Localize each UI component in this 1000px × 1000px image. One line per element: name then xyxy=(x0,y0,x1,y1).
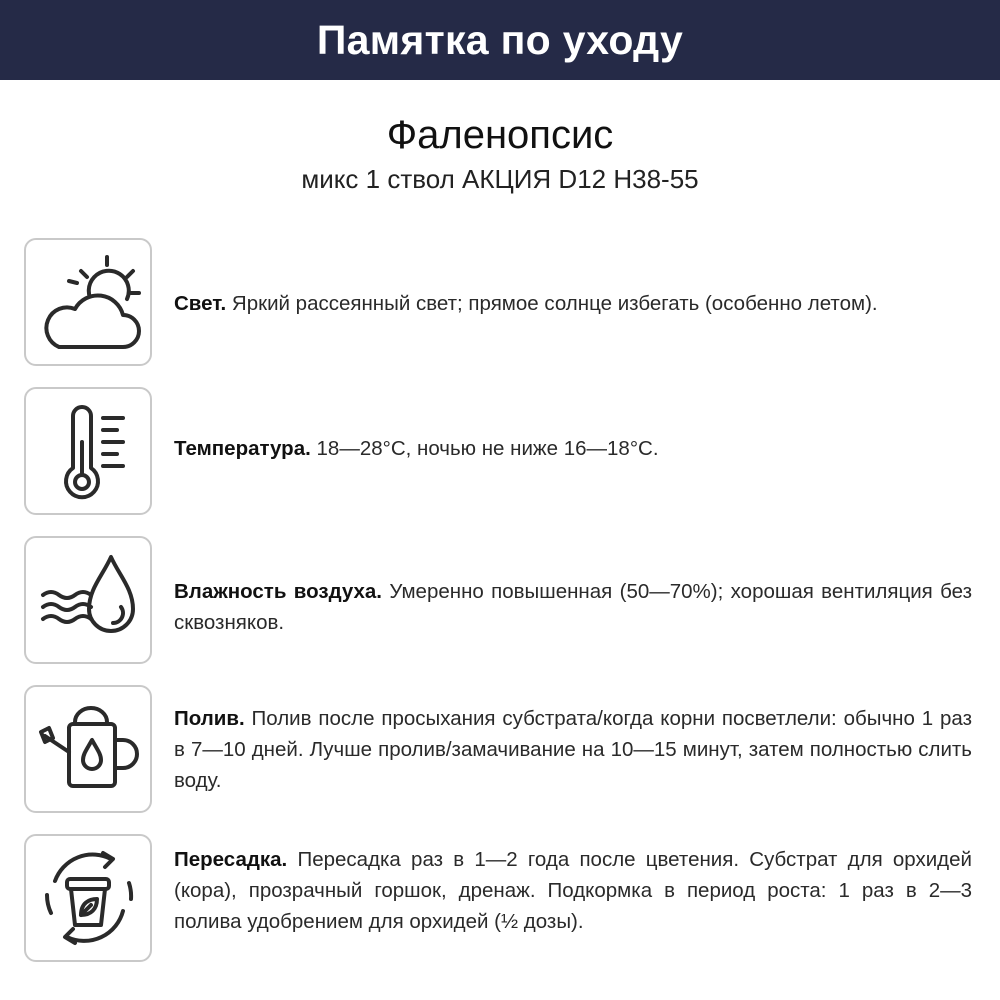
care-item-humidity xyxy=(0,536,1000,664)
care-item-text: Свет. Яркий рассеянный свет; прямое солнце избегать (особенно летом). xyxy=(174,292,878,315)
care-item-text: Полив. Полив после просыхания субстрата/когда корни посветлели: обычно 1 раз в 7—10 дней. Лучше пролив/замачивание на 10—15 минут, затем полностью слить воду. xyxy=(174,707,972,792)
humidity-drop-icon xyxy=(24,536,152,664)
care-item-text: Температура. 18—28°C, ночью не ниже 16—18°C. xyxy=(174,437,659,460)
care-item-text: Пересадка. Пересадка раз в 1—2 года после цветения. Субстрат для орхидей (кора), прозрачный горшок, дренаж. Подкормка в период роста: 1 раз в 2—3 полива удобрением для орхидей (½ дозы). xyxy=(174,848,972,933)
care-item-watering xyxy=(0,685,1000,813)
repot-icon xyxy=(24,834,152,962)
page-title: Памятка по уходу xyxy=(316,16,684,63)
care-item-repotting xyxy=(0,834,1000,962)
watering-can-icon xyxy=(24,685,152,813)
thermometer-icon xyxy=(24,387,152,515)
sun-cloud-icon xyxy=(24,238,152,366)
care-item-temperature xyxy=(0,387,1000,515)
product-variant: микс 1 ствол АКЦИЯ D12 H38-55 xyxy=(301,164,699,194)
care-item-text: Влажность воздуха. Умеренно повышенная (50—70%); хорошая вентиляция без сквозняков. xyxy=(174,580,972,634)
header-bar xyxy=(0,0,1000,80)
care-item-light xyxy=(0,238,1000,366)
product-name: Фаленопсис xyxy=(386,113,614,157)
